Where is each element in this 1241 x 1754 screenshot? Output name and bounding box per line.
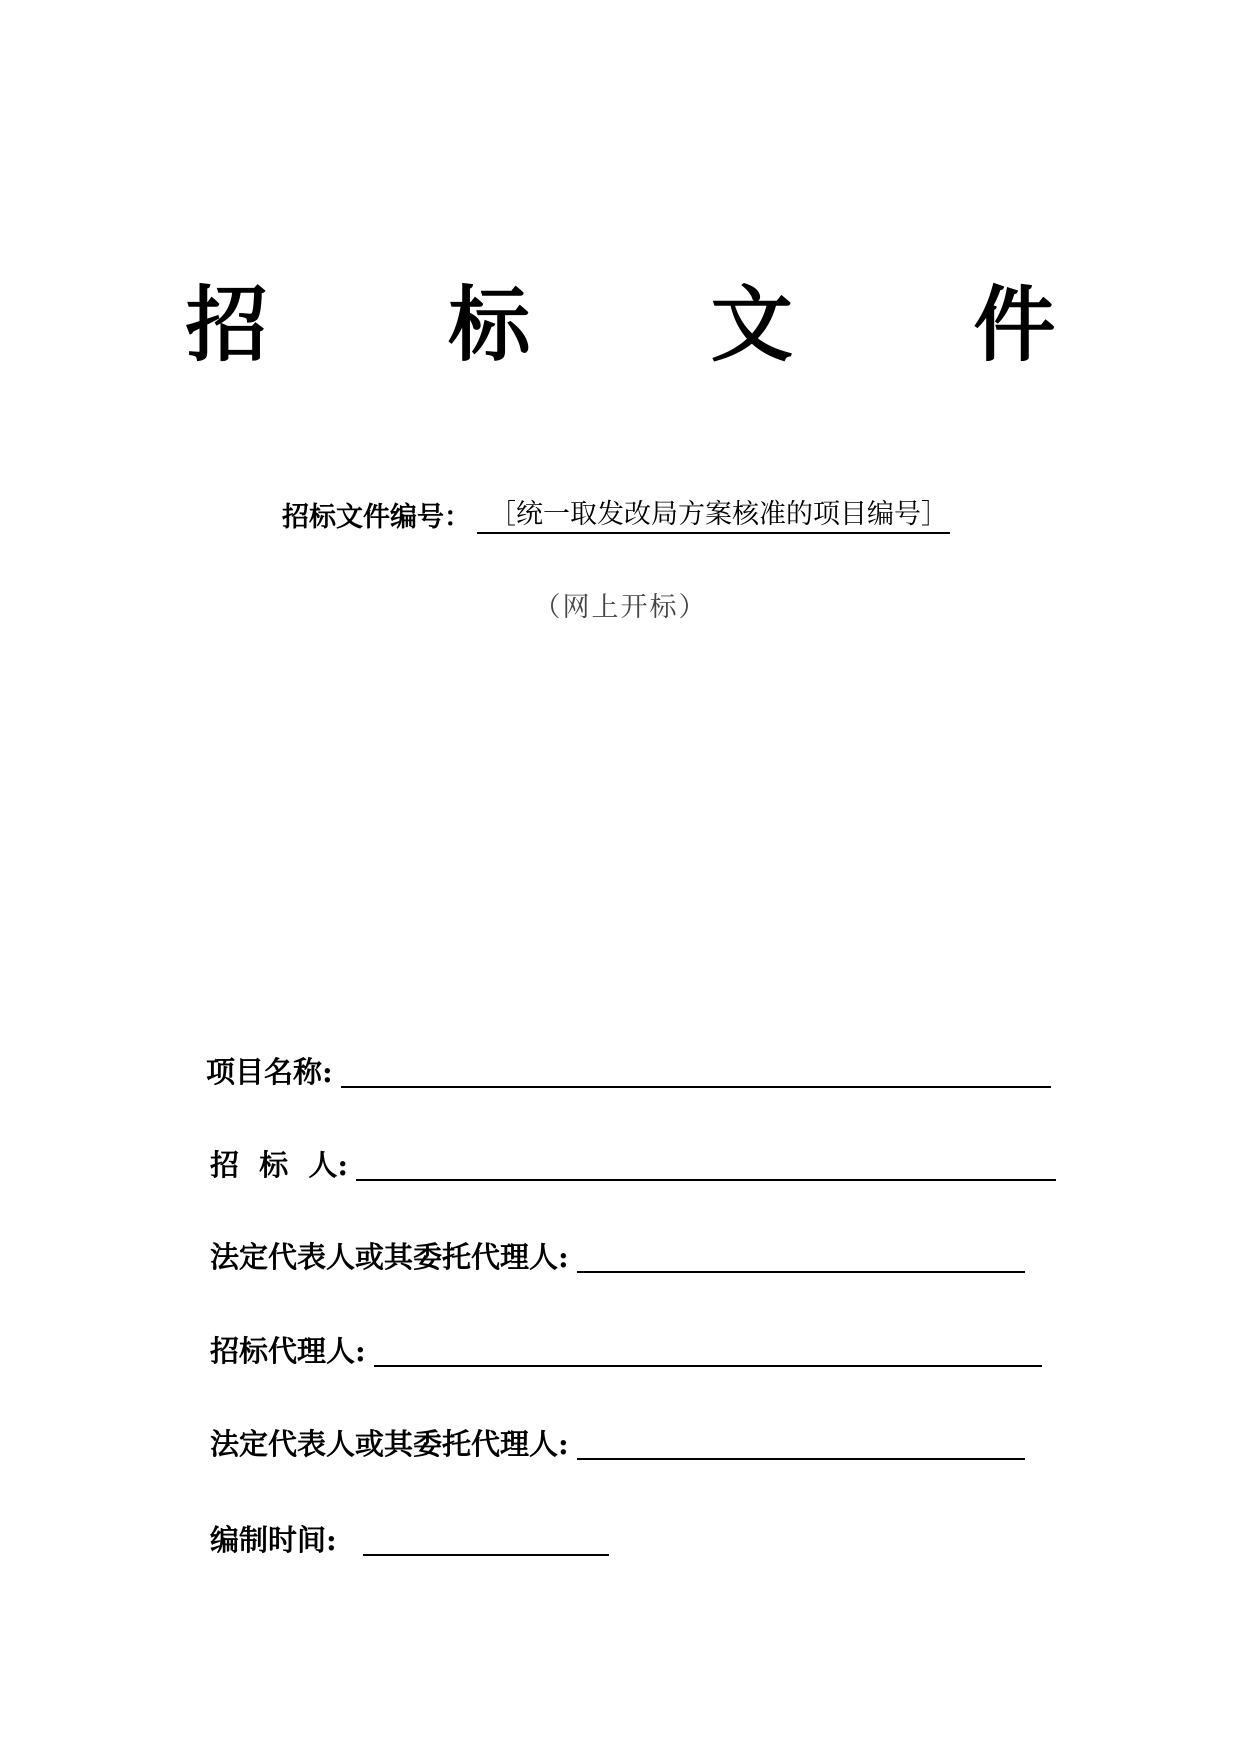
doc-number-value: ［统一取发改局方案核准的项目编号］ bbox=[477, 498, 950, 534]
field-legal-rep-2-label: 法定代表人或其委托代理人: bbox=[210, 1427, 569, 1461]
field-legal-rep-1-line[interactable] bbox=[577, 1241, 1025, 1273]
opening-method: （网上开标） bbox=[533, 592, 708, 623]
doc-number-row bbox=[282, 494, 950, 534]
doc-number-label: 招标文件编号： bbox=[282, 502, 471, 533]
field-project-name-line[interactable] bbox=[341, 1056, 1051, 1088]
field-legal-rep-2-line[interactable] bbox=[577, 1428, 1025, 1460]
field-tenderer-label: 招 标 人: bbox=[210, 1148, 349, 1182]
field-prepared-date bbox=[210, 1518, 609, 1558]
field-legal-rep-2 bbox=[210, 1422, 1025, 1462]
field-tender-agent-line[interactable] bbox=[374, 1335, 1042, 1367]
document-title: 招 标 文 件 bbox=[185, 278, 1132, 373]
field-legal-rep-1-label: 法定代表人或其委托代理人: bbox=[210, 1240, 569, 1274]
field-prepared-date-label: 编制时间: bbox=[210, 1523, 337, 1557]
field-tender-agent bbox=[210, 1329, 1042, 1369]
field-tenderer bbox=[210, 1143, 1056, 1183]
field-tender-agent-label: 招标代理人: bbox=[210, 1334, 366, 1368]
field-legal-rep-1 bbox=[210, 1235, 1025, 1275]
field-project-name-label: 项目名称: bbox=[206, 1055, 333, 1089]
field-project-name bbox=[206, 1050, 1051, 1090]
field-tenderer-line[interactable] bbox=[356, 1149, 1056, 1181]
field-prepared-date-line[interactable] bbox=[363, 1524, 609, 1556]
